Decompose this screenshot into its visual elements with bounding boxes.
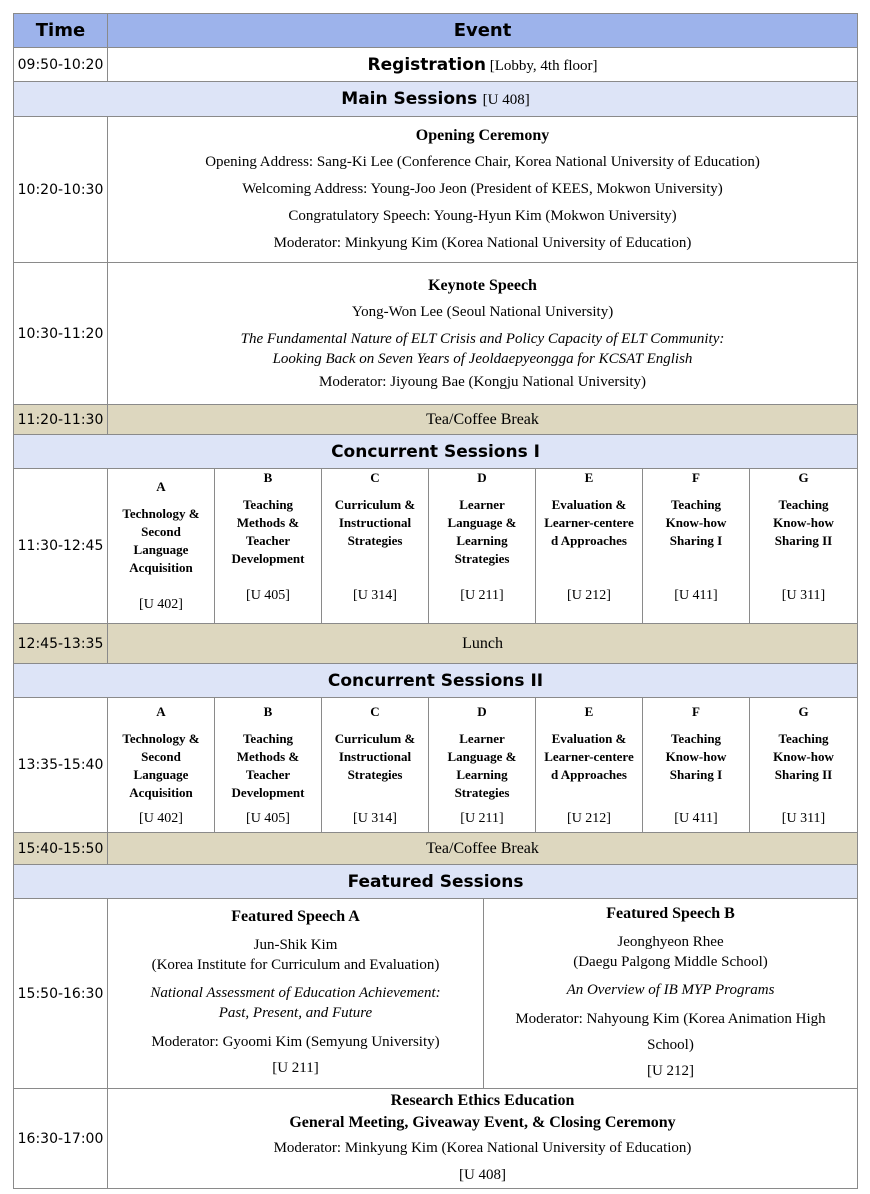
featured-speech-a	[108, 899, 484, 1088]
header-row	[14, 14, 858, 48]
break2-time: 15:40-15:50	[14, 833, 108, 865]
congratulatory-speech: Congratulatory Speech: Young-Hyun Kim (Mokwon University)	[288, 208, 677, 224]
registration-room: [Lobby, 4th floor]	[489, 57, 598, 74]
welcoming-address: Welcoming Address: Young-Joo Jeon (President of KEES, Mokwon University)	[242, 181, 723, 197]
keynote-cell	[108, 263, 858, 405]
concurrent2-band	[14, 664, 858, 698]
featured-a-talk-line1: National Assessment of Education Achievement:	[150, 985, 441, 1001]
opening-cell	[108, 117, 858, 263]
featured-b-affiliation: (Daegu Palgong Middle School)	[573, 954, 768, 970]
c1-session-g: G Teaching Know-how Sharing II [U 311]	[750, 469, 858, 624]
c1-session-c: C Curriculum & Instructional Strategies [U 314]	[322, 469, 429, 624]
closing-time: 16:30-17:00	[14, 1089, 108, 1189]
main-sessions-room: [U 408]	[482, 92, 530, 108]
c1-room-c: [U 314]	[353, 588, 397, 603]
c2-room-b: [U 405]	[246, 810, 290, 826]
c2-session-b: B Teaching Methods & Teacher Development [U 405]	[215, 698, 322, 833]
closing-title1: Research Ethics Education	[390, 1091, 575, 1109]
event-header: Event	[108, 14, 858, 48]
opening-row	[14, 117, 858, 263]
program-table	[13, 13, 858, 1189]
concurrent1-band	[14, 435, 858, 469]
concurrent2-row	[14, 698, 858, 833]
c1-session-b: B Teaching Methods & Teacher Development [U 405]	[215, 469, 322, 624]
break2-label: Tea/Coffee Break	[108, 833, 858, 865]
c1-session-f: F Teaching Know-how Sharing I [U 411]	[643, 469, 750, 624]
concurrent1-row	[14, 469, 858, 624]
c2-session-c: C Curriculum & Instructional Strategies [U 314]	[322, 698, 429, 833]
featured-columns	[108, 899, 857, 1088]
featured-a-title: Featured Speech A	[231, 908, 360, 925]
keynote-title: Keynote Speech	[428, 276, 537, 294]
break1-time: 11:20-11:30	[14, 405, 108, 435]
featured-a-speaker: Jun-Shik Kim	[253, 937, 338, 953]
concurrent1-title: Concurrent Sessions I	[331, 441, 540, 462]
break1-label: Tea/Coffee Break	[108, 405, 858, 435]
concurrent2-title: Concurrent Sessions II	[327, 670, 544, 691]
keynote-moderator: Moderator: Jiyoung Bae (Kongju National University)	[319, 373, 647, 390]
c1-session-a: A Technology & Second Language Acquisition [U 402]	[108, 469, 215, 624]
featured-a-talk-line2: Past, Present, and Future	[218, 1005, 373, 1021]
registration-title: Registration	[367, 54, 486, 75]
featured-speech-b	[484, 899, 857, 1088]
featured-row	[14, 899, 858, 1089]
featured-b-speaker: Jeonghyeon Rhee	[617, 934, 724, 950]
keynote-talk-line1: The Fundamental Nature of ELT Crisis and Policy Capacity of ELT Community:	[240, 330, 725, 347]
c1-room-b: [U 405]	[246, 588, 290, 603]
c2-room-e: [U 212]	[567, 810, 611, 826]
featured-band	[14, 865, 858, 899]
concurrent2-time: 13:35-15:40	[14, 698, 108, 833]
lunch-time: 12:45-13:35	[14, 624, 108, 664]
keynote-speaker: Yong-Won Lee (Seoul National University)	[351, 303, 614, 320]
featured-b-moderator-line2: School)	[647, 1037, 694, 1053]
c2-room-d: [U 211]	[460, 810, 504, 826]
c1-room-f: [U 411]	[674, 588, 718, 603]
c1-room-a: [U 402]	[139, 597, 183, 612]
c2-room-a: [U 402]	[139, 810, 183, 826]
opening-address: Opening Address: Sang-Ki Lee (Conference Chair, Korea National University of Education)	[205, 154, 760, 170]
closing-moderator: Moderator: Minkyung Kim (Korea National University of Education)	[273, 1139, 692, 1156]
main-sessions-band	[14, 82, 858, 117]
closing-row	[14, 1089, 858, 1189]
c2-session-e: E Evaluation & Learner-centere d Approaches [U 212]	[536, 698, 643, 833]
concurrent1-time: 11:30-12:45	[14, 469, 108, 624]
featured-a-room: [U 211]	[272, 1060, 319, 1076]
featured-title: Featured Sessions	[347, 871, 524, 892]
registration-cell	[108, 48, 858, 82]
closing-title2: General Meeting, Giveaway Event, & Closing Ceremony	[289, 1113, 676, 1131]
featured-time: 15:50-16:30	[14, 899, 108, 1089]
c2-session-f: F Teaching Know-how Sharing I [U 411]	[643, 698, 750, 833]
break1-row	[14, 405, 858, 435]
registration-time: 09:50-10:20	[14, 48, 108, 82]
featured-a-affiliation: (Korea Institute for Curriculum and Evaluation)	[151, 957, 440, 973]
closing-room: [U 408]	[458, 1166, 507, 1183]
opening-time: 10:20-10:30	[14, 117, 108, 263]
keynote-time: 10:30-11:20	[14, 263, 108, 405]
break2-row	[14, 833, 858, 865]
c1-session-d: D Learner Language & Learning Strategies [U 211]	[429, 469, 536, 624]
featured-b-talk: An Overview of IB MYP Programs	[566, 982, 775, 998]
closing-cell	[108, 1089, 858, 1189]
c2-session-d: D Learner Language & Learning Strategies [U 211]	[429, 698, 536, 833]
c1-room-g: [U 311]	[781, 588, 826, 603]
featured-b-title: Featured Speech B	[606, 905, 735, 922]
featured-b-moderator-line1: Moderator: Nahyoung Kim (Korea Animation High	[515, 1011, 826, 1027]
c2-session-a: A Technology & Second Language Acquisition [U 402]	[108, 698, 215, 833]
lunch-row	[14, 624, 858, 664]
time-header: Time	[14, 14, 108, 48]
opening-title: Opening Ceremony	[415, 127, 550, 144]
main-sessions-title: Main Sessions	[341, 89, 478, 109]
c2-room-g: [U 311]	[781, 810, 826, 826]
opening-moderator: Moderator: Minkyung Kim (Korea National University of Education)	[273, 235, 692, 251]
c1-room-d: [U 211]	[460, 588, 504, 603]
featured-b-room: [U 212]	[646, 1063, 695, 1079]
keynote-talk-line2: Looking Back on Seven Years of Jeoldaepyeongga for KCSAT English	[272, 350, 693, 367]
registration-row	[14, 48, 858, 82]
c1-room-e: [U 212]	[567, 588, 611, 603]
c1-session-e: E Evaluation & Learner-centere d Approaches [U 212]	[536, 469, 643, 624]
c2-room-f: [U 411]	[674, 810, 718, 826]
featured-a-moderator: Moderator: Gyoomi Kim (Semyung University)	[151, 1034, 440, 1050]
lunch-label: Lunch	[108, 624, 858, 664]
c2-session-g: G Teaching Know-how Sharing II [U 311]	[750, 698, 858, 833]
c2-room-c: [U 314]	[353, 810, 397, 826]
keynote-row	[14, 263, 858, 405]
